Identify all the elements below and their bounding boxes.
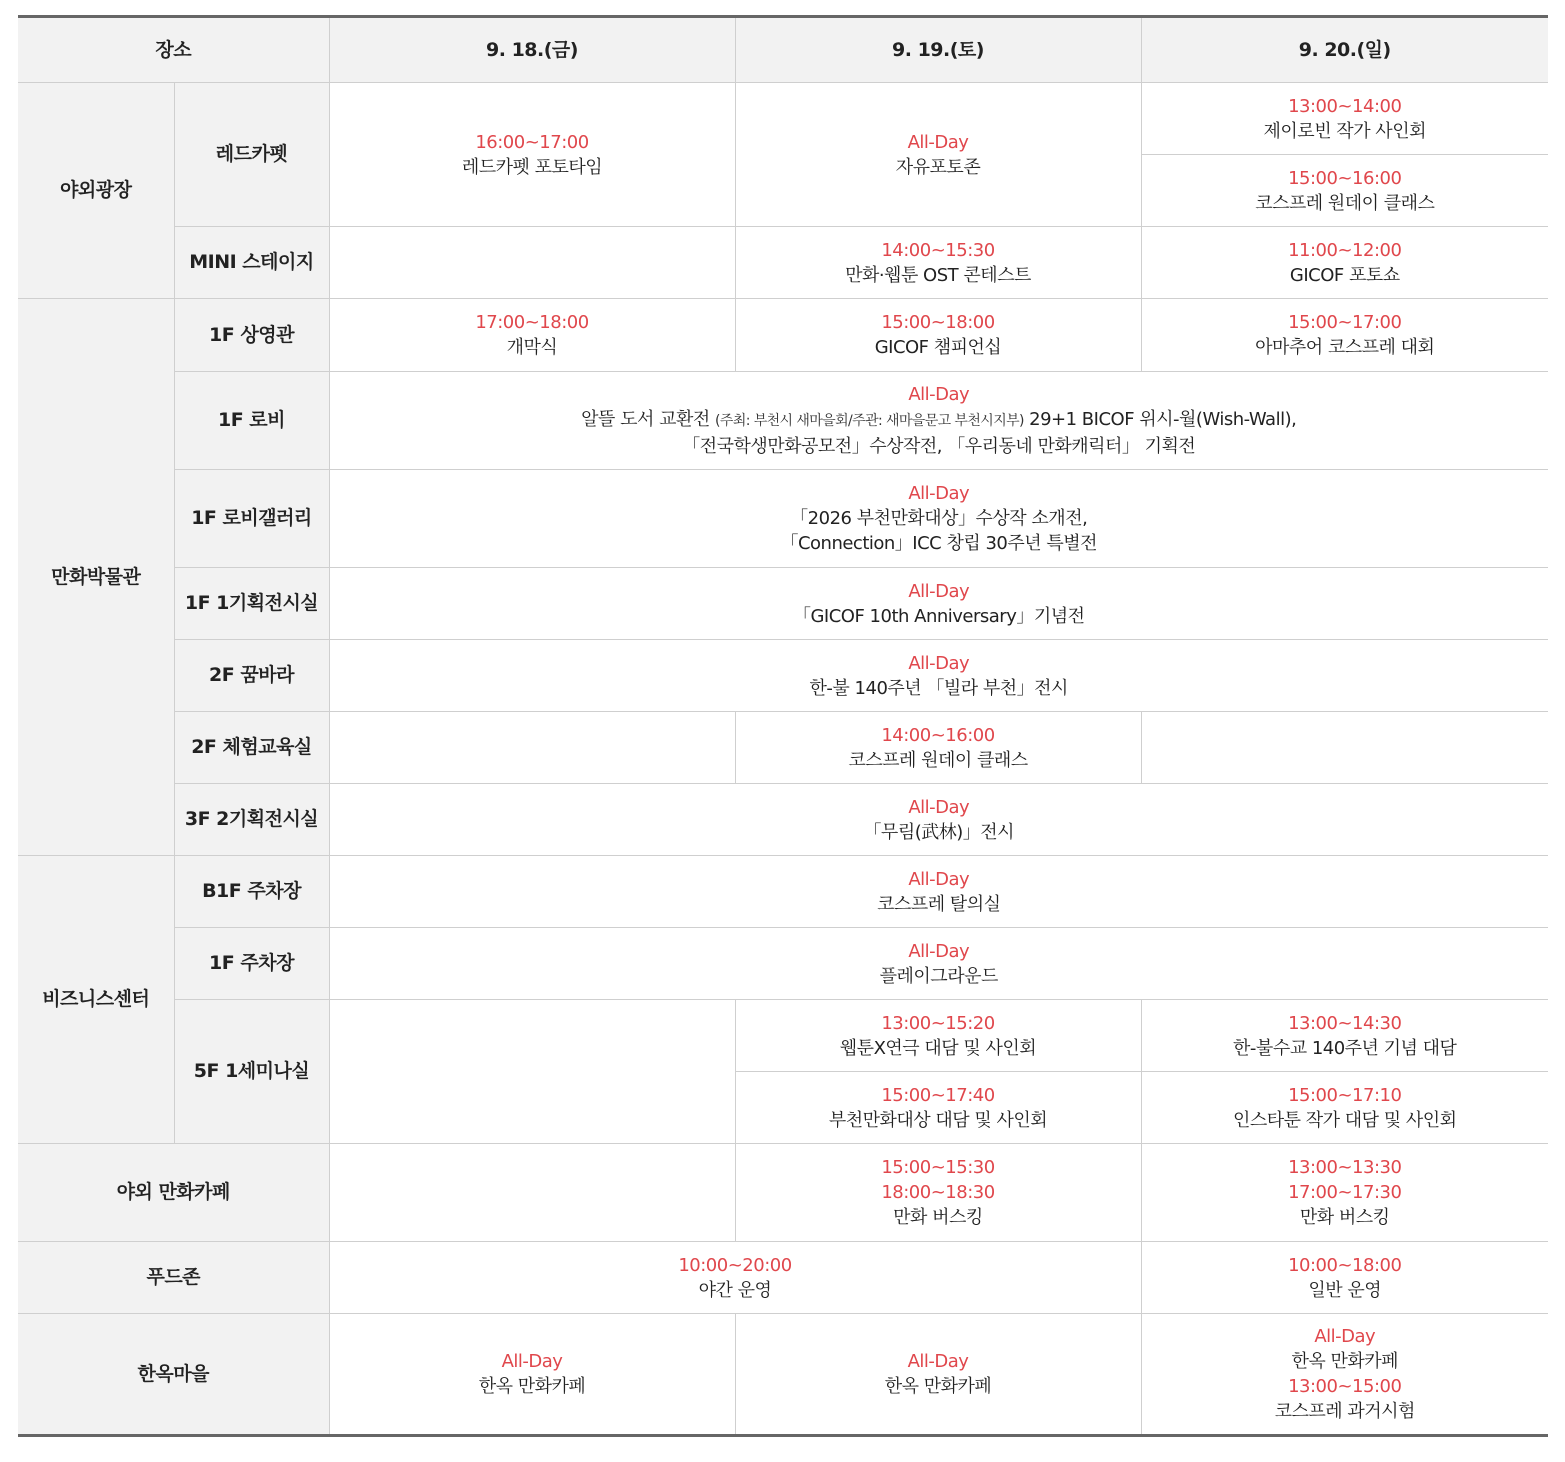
event-time: 13:00~15:00: [1288, 1376, 1402, 1397]
event-title: 레드카펫 포토타임: [461, 156, 603, 178]
room-redcarpet: 레드카펫: [174, 83, 329, 227]
room-2f-dream: 2F 꿈바라: [174, 640, 329, 712]
table-row: [18, 372, 1548, 470]
event-title: 일반 운영: [1308, 1279, 1382, 1301]
event-time: All-Day: [907, 131, 969, 153]
event-title: 플레이그라운드: [879, 965, 998, 987]
event-time: All-Day: [908, 384, 970, 405]
cell-seminar-day3-b: [1141, 1072, 1548, 1144]
event-title-line1: 「2026 부천만화대상」수상작 소개전,: [790, 508, 1088, 529]
event-title-line2: 「Connection」ICC 창립 30주년 특별전: [780, 533, 1098, 554]
event-time: 13:00~14:00: [1288, 95, 1402, 117]
schedule-table: [18, 15, 1548, 1437]
group-museum: 만화박물관: [18, 299, 174, 856]
cell-lobby-all: [329, 372, 1548, 470]
event-time: 15:00~18:00: [881, 312, 995, 333]
table-row: [18, 227, 1548, 299]
event-time: 13:00~13:30: [1288, 1157, 1402, 1178]
table-row: [18, 1000, 1548, 1072]
cell-seminar-day3-a: [1141, 1000, 1548, 1072]
event-title: 한-불 140주년 「빌라 부천」전시: [809, 677, 1068, 699]
table-row: [18, 784, 1548, 856]
table-row: [18, 1314, 1548, 1436]
room-1f-parking: 1F 주차장: [174, 928, 329, 1000]
event-time: 11:00~12:00: [1288, 239, 1402, 261]
group-hanok-village: 한옥마을: [18, 1314, 329, 1436]
room-b1f-parking: B1F 주차장: [174, 856, 329, 928]
room-1f-gallery: 1F 로비갤러리: [174, 470, 329, 568]
event-time: All-Day: [908, 940, 970, 962]
event-time: 13:00~14:30: [1288, 1012, 1402, 1034]
header-venue: 장소: [18, 17, 329, 83]
event-time: 14:00~15:30: [881, 239, 995, 261]
event-time: All-Day: [908, 868, 970, 890]
cell-1fparking-all: [329, 928, 1548, 1000]
cell-food-day1-2: [329, 1242, 1141, 1314]
cell-edu-day1: [329, 712, 735, 784]
cell-gallery-all: [329, 470, 1548, 568]
event-title: 코스프레 원데이 클래스: [1255, 192, 1435, 214]
event-time: 15:00~17:10: [1288, 1084, 1402, 1106]
event-title: GICOF 챔피언십: [874, 337, 1002, 358]
cell-theater-day3: [1141, 299, 1548, 372]
cell-cafe-day1: [329, 1144, 735, 1242]
table-row: [18, 299, 1548, 372]
event-time: All-Day: [908, 580, 970, 602]
event-time: 16:00~17:00: [475, 131, 589, 153]
event-title: 인스타툰 작가 대담 및 사인회: [1232, 1109, 1457, 1131]
event-title: 코스프레 원데이 클래스: [848, 749, 1028, 771]
cell-theater-day1: [329, 299, 735, 372]
event-time: 10:00~18:00: [1288, 1254, 1402, 1276]
room-1f-exhibit1: 1F 1기획전시실: [174, 568, 329, 640]
event-title: 「무림(武林)」전시: [863, 821, 1015, 843]
event-title: 한옥 만화카페: [1291, 1351, 1399, 1372]
cell-mini-day2: [735, 227, 1141, 299]
header-day1: 9. 18.(금): [329, 17, 735, 83]
event-title-part: 알뜰 도서 교환전: [581, 409, 716, 430]
event-title: 제이로빈 작가 사인회: [1263, 120, 1426, 142]
event-title: 아마추어 코스프레 대회: [1255, 337, 1435, 358]
cell-cafe-day2: [735, 1144, 1141, 1242]
cell-edu-day3: [1141, 712, 1548, 784]
cell-theater-day2: [735, 299, 1141, 372]
cell-mini-day3: [1141, 227, 1548, 299]
group-food-zone: 푸드존: [18, 1242, 329, 1314]
event-title: 야간 운영: [698, 1279, 772, 1301]
room-1f-theater: 1F 상영관: [174, 299, 329, 372]
event-title-part: 29+1 BICOF 위시-월(Wish-Wall),: [1023, 409, 1297, 430]
event-title: GICOF 포토쇼: [1289, 264, 1400, 286]
group-outdoor: 야외광장: [18, 83, 174, 299]
cell-hanok-day3: [1141, 1314, 1548, 1436]
event-time: 10:00~20:00: [678, 1254, 792, 1276]
cell-hanok-day1: [329, 1314, 735, 1436]
room-mini-stage: MINI 스테이지: [174, 227, 329, 299]
event-title: 코스프레 탈의실: [877, 893, 1001, 915]
room-3f-exhibit2: 3F 2기획전시실: [174, 784, 329, 856]
event-time: 15:00~17:40: [881, 1084, 995, 1106]
event-time: 15:00~17:00: [1288, 312, 1402, 333]
event-title: 「GICOF 10th Anniversary」기념전: [792, 605, 1085, 627]
table-row: [18, 856, 1548, 928]
cell-hanok-day2: [735, 1314, 1141, 1436]
event-title: 한옥 만화카페: [478, 1376, 586, 1397]
event-time: All-Day: [908, 652, 970, 674]
table-row: [18, 712, 1548, 784]
event-title: 자유포토존: [895, 156, 981, 178]
event-organizer-note: (주최: 부천시 새마을회/주관: 새마을문고 부천시지부): [715, 413, 1024, 429]
event-title: 만화 버스킹: [1299, 1207, 1390, 1228]
event-time: 17:00~17:30: [1288, 1182, 1402, 1203]
event-time: All-Day: [908, 796, 970, 818]
event-title: 한옥 만화카페: [884, 1376, 992, 1397]
cell-mini-day1: [329, 227, 735, 299]
cell-seminar-day2-b: [735, 1072, 1141, 1144]
schedule-wrapper: [18, 15, 1548, 1437]
cell-redcarpet-day2: [735, 83, 1141, 227]
cell-cafe-day3: [1141, 1144, 1548, 1242]
event-time: 13:00~15:20: [881, 1012, 995, 1034]
table-row: [18, 83, 1548, 155]
table-row: [18, 928, 1548, 1000]
cell-exhibit1-all: [329, 568, 1548, 640]
table-row: [18, 1242, 1548, 1314]
cell-redcarpet-day3-b: [1141, 155, 1548, 227]
event-title: 웹툰X연극 대담 및 사인회: [839, 1037, 1037, 1059]
event-title-line2: 「전국학생만화공모전」수상작전, 「우리동네 만화캐릭터」 기획전: [682, 436, 1196, 457]
header-row: [18, 17, 1548, 83]
room-5f-seminar: 5F 1세미나실: [174, 1000, 329, 1144]
event-time: 18:00~18:30: [881, 1182, 995, 1203]
cell-redcarpet-day3-a: [1141, 83, 1548, 155]
table-row: [18, 470, 1548, 568]
table-row: [18, 640, 1548, 712]
cell-exhibit2-all: [329, 784, 1548, 856]
cell-edu-day2: [735, 712, 1141, 784]
event-title: 코스프레 과거시험: [1274, 1401, 1415, 1422]
event-title: 만화·웹툰 OST 콘테스트: [845, 264, 1031, 286]
header-day3: 9. 20.(일): [1141, 17, 1548, 83]
event-time: All-Day: [501, 1351, 563, 1372]
event-title: 한-불수교 140주년 기념 대담: [1233, 1037, 1457, 1059]
cell-dream-all: [329, 640, 1548, 712]
group-outdoor-cafe: 야외 만화카페: [18, 1144, 329, 1242]
header-day2: 9. 19.(토): [735, 17, 1141, 83]
cell-seminar-day2-a: [735, 1000, 1141, 1072]
event-time: All-Day: [1314, 1326, 1376, 1347]
table-row: [18, 568, 1548, 640]
event-time: 15:00~16:00: [1288, 167, 1402, 189]
event-title-line1: [336, 407, 1543, 434]
cell-b1parking-all: [329, 856, 1548, 928]
cell-food-day3: [1141, 1242, 1548, 1314]
event-title: 부천만화대상 대담 및 사인회: [828, 1109, 1048, 1131]
room-1f-lobby: 1F 로비: [174, 372, 329, 470]
room-2f-edu: 2F 체험교육실: [174, 712, 329, 784]
event-time: All-Day: [908, 483, 970, 504]
group-business: 비즈니스센터: [18, 856, 174, 1144]
event-time: 17:00~18:00: [475, 312, 589, 333]
event-time: 14:00~16:00: [881, 724, 995, 746]
event-title: 개막식: [506, 337, 558, 358]
cell-seminar-day1: [329, 1000, 735, 1144]
event-title: 만화 버스킹: [893, 1207, 983, 1228]
event-time: 15:00~15:30: [881, 1157, 995, 1178]
table-row: [18, 1144, 1548, 1242]
cell-redcarpet-day1: [329, 83, 735, 227]
event-time: All-Day: [907, 1351, 969, 1372]
